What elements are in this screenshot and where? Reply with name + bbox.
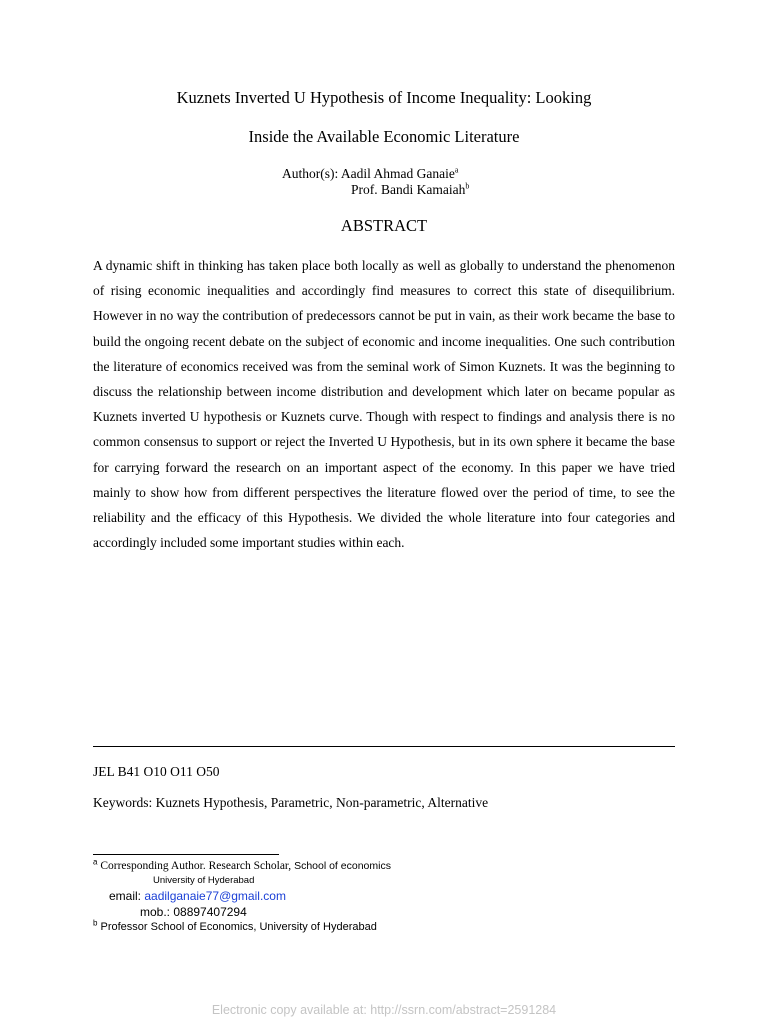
footnote-a — [93, 857, 391, 872]
authors-prefix: Author(s): — [282, 166, 341, 181]
paper-title-line-1: Kuznets Inverted U Hypothesis of Income Inequality: Looking — [176, 88, 592, 107]
abstract-body: A dynamic shift in thinking has taken place both locally as well as globally to understand the phenomenon of rising economic inequalities and accordingly find measures to correct this state of disequilibrium. However in no way the contribution of predecessors cannot be put in vain, as their work became the base to build the ongoing recent debate on the subject of economic and income inequalities. One such contribution the literature of economics received was from the seminal work of Simon Kuznets. It was the beginning to discuss the relationship between income distribution and development which later on became popular as Kuznets inverted U hypothesis or Kuznets curve. Though with respect to findings and analysis there is no common consensus to support or reject the Inverted U Hypothesis, but in its own sphere it became the base for carrying forward the research on an important aspect of the economy. In this paper we have tried mainly to show how from different perspectives the literature flowed over the period of time, to see the reliability and the efficacy of this Hypothesis. We divided the whole literature into four categories and accordingly included some important studies within each. — [93, 258, 675, 551]
author-2 — [351, 182, 469, 198]
author-2-mark: b — [465, 181, 470, 191]
footnote-a-text: Corresponding Author. Research Scholar, — [97, 860, 295, 872]
footnote-mobile: mob.: 08897407294 — [140, 905, 247, 919]
email-link[interactable]: aadilganaie77@gmail.com — [144, 889, 286, 903]
footnote-b-text: Professor School of Economics, University of Hyderabad — [97, 921, 377, 933]
author-2-name: Prof. Bandi Kamaiah — [351, 182, 466, 197]
author-1-mark: a — [454, 165, 459, 175]
keywords: Keywords: Kuznets Hypothesis, Parametric, Non-parametric, Alternative — [93, 795, 489, 810]
abstract-heading: ABSTRACT — [340, 216, 428, 235]
footnote-email — [109, 889, 286, 903]
footnote-b-mark: b — [93, 918, 98, 928]
footnote-a-university: University of Hyderabad — [153, 875, 255, 886]
footnote-a-mark: a — [93, 857, 98, 867]
section-divider — [93, 746, 675, 747]
email-label: email: — [109, 889, 145, 903]
footnote-divider — [93, 854, 279, 855]
jel-codes: JEL B41 O10 O11 O50 — [93, 764, 220, 779]
ssrn-footer-link[interactable]: Electronic copy available at: http://ssrn.com/abstract=2591284 — [211, 1003, 557, 1017]
footnote-b — [93, 918, 377, 933]
author-1-name: Aadil Ahmad Ganaie — [340, 166, 455, 181]
author-1 — [282, 166, 458, 182]
paper-title-line-2: Inside the Available Economic Literature — [248, 127, 520, 146]
footnote-a-school: School of economics — [294, 860, 391, 872]
